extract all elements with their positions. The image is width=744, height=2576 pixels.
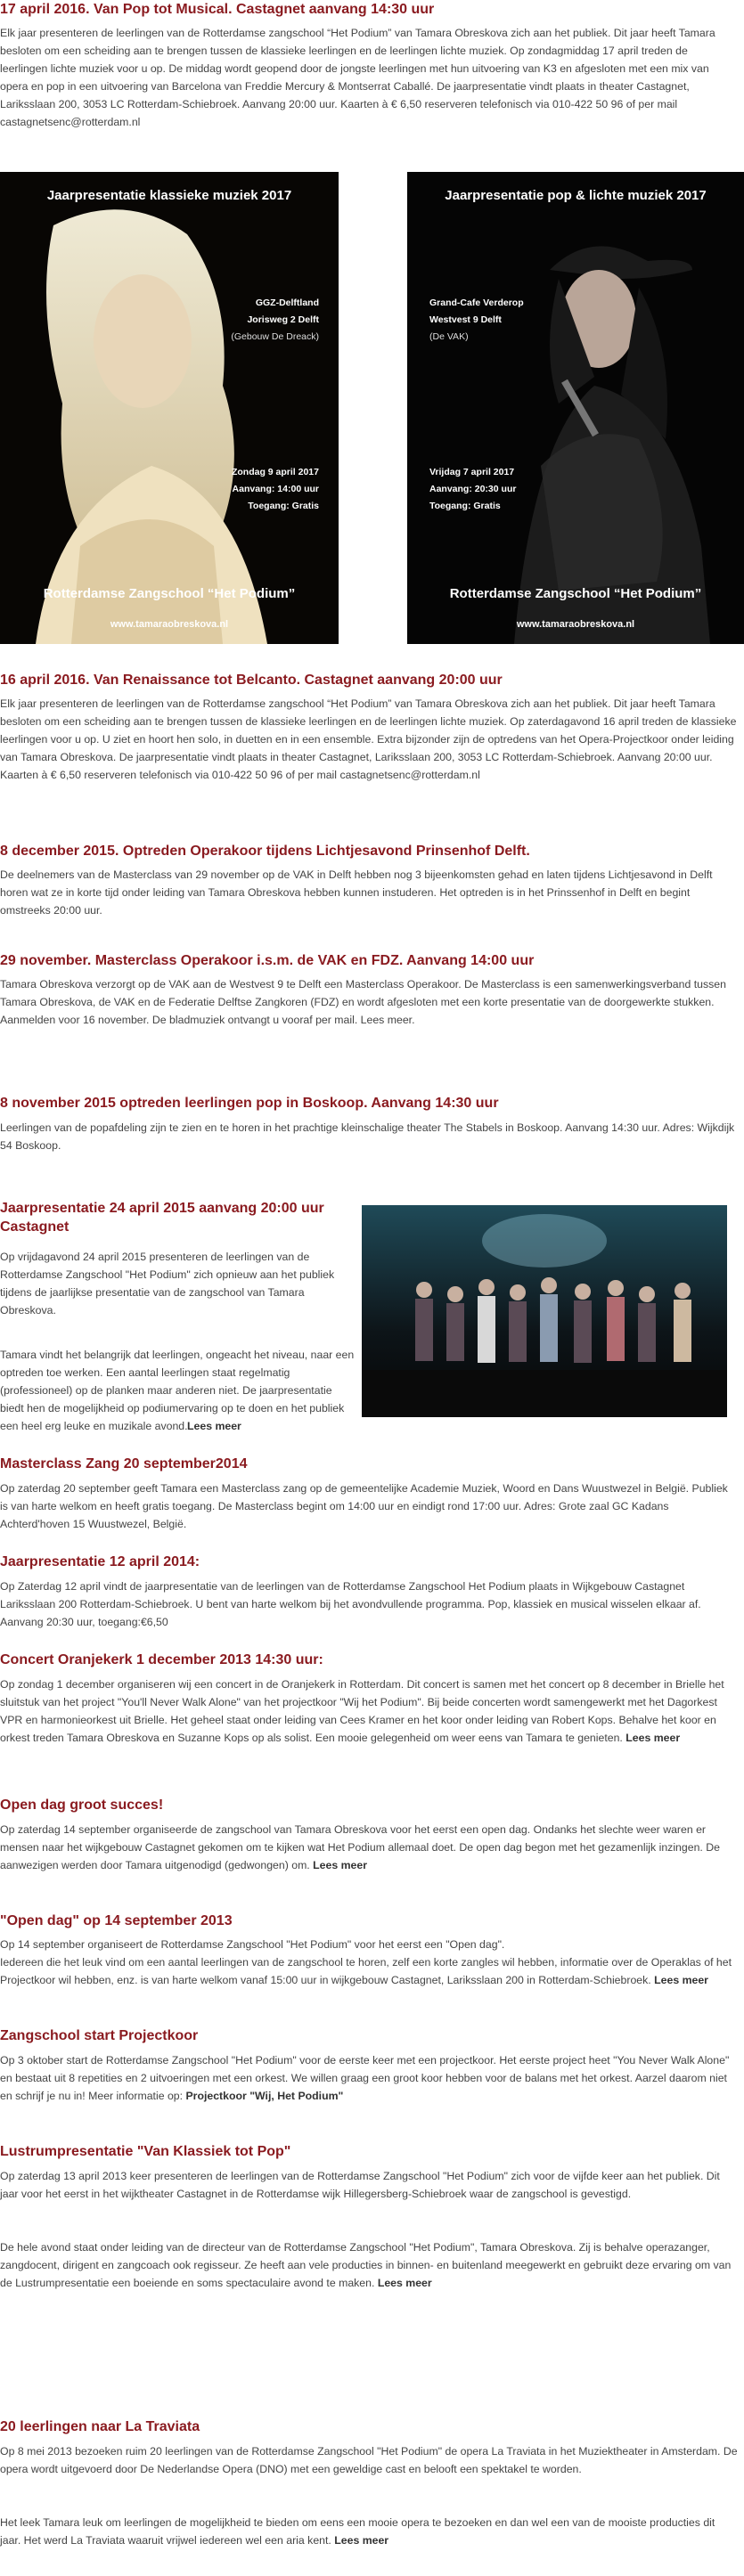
article-body: Op zaterdag 14 september organiseerde de zangschool van Tamara Obreskova voor het eerst een open dag. Ondanks het slechte weer waren er mensen naar het wijkgebouw Castagnet gekomen om te kijken wat Het Podium allemaal doet. De open dag begon met het gezamenlijk inzingen. De aanwezigen werden door Tamara uitgenodigd (gedwongen) om. Lees meer — [0, 1823, 720, 1871]
singer-photo-hat — [407, 172, 744, 644]
poster-classical — [0, 172, 339, 644]
article-body: Op zondag 1 december organiseren wij een concert in de Oranjekerk in Rotterdam. Dit concert is samen met het concert op 8 december in Brielle het sluitstuk van het project "You'll Never Walk Alone" van het projectkoor "Wij het Podium". Bij beide concerten wordt samengewerkt met het Dagorkest VPR en harmonieorkest uit Brielle. Het geheel staat onder leiding van Cees Kramer en het koor onder leiding van Robert Kops. Behalve het koor en orkest treden Tamara Obreskova en Suzanne Kops op als solist. Een mooie gelegenheid om weer eens van Tamara te genieten. Lees meer — [0, 1678, 724, 1744]
article-body: De deelnemers van de Masterclass van 29 november op de VAK in Delft hebben nog 3 bijeenkomsten gehad en laten tijdens Lichtjesavond in Delft horen wat ze in korte tijd onder leiding van Tamara Obreskova hebben kunnen instuderen. Het optreden is in het Prinssenhof in Delft en begint omstreeks 20:00 uur. — [0, 868, 713, 917]
group-performance-photo — [362, 1205, 727, 1417]
article-title: 8 november 2015 optreden leerlingen pop in Boskoop. Aanvang 14:30 uur — [0, 1096, 499, 1111]
read-more-link[interactable]: Lees meer — [334, 2534, 389, 2547]
read-more-link[interactable]: Lees meer — [313, 1859, 367, 1871]
poster-title: Jaarpresentatie pop & lichte muziek 2017 — [445, 188, 707, 203]
poster-school: Rotterdamse Zangschool “Het Podium” — [449, 586, 702, 601]
article-title: 20 leerlingen naar La Traviata — [0, 2419, 200, 2434]
article-title: Zangschool start Projectkoor — [0, 2028, 199, 2043]
singer-photo-blonde — [0, 172, 339, 644]
article-body: Elk jaar presenteren de leerlingen van de Rotterdamse zangschool “Het Podium” van Tamara Obreskova zich aan het publiek. Dit jaar heeft Tamara besloten om een scheiding aan te brengen tussen de klassieke leerlingen en de leerlingen lichte muziek. Op zondagmiddag 17 april treden de leerlingen lichte muziek voor u op. De middag wordt geopend door de jongste leerlingen met hun uitvoering van K3 en afgesloten met een mix van opera en pop in een uitvoering van Barcelona van Freddie Mercury & Montserrat Caballé. De jaarpresentatie vindt plaats in theater Castagnet, Lariksslaan 200, 3053 LC Rotterdam-Schiebroek. Aanvang 20:00 uur. Kaarten à € 6,50 reserveren telefonisch via 010-422 50 96 of per mail castagnetsenc@rotterdam.nl — [0, 27, 715, 128]
article-title: 17 april 2016. Van Pop tot Musical. Castagnet aanvang 14:30 uur — [0, 2, 435, 17]
article-title: Concert Oranjekerk 1 december 2013 14:30 uur: — [0, 1652, 323, 1667]
poster-url[interactable]: www.tamaraobreskova.nl — [110, 619, 229, 630]
article-title: 8 december 2015. Optreden Operakoor tijdens Lichtjesavond Prinsenhof Delft. — [0, 844, 530, 859]
poster-venue: GGZ-Delftland Jorisweg 2 Delft (Gebouw De Dreack) — [231, 298, 319, 342]
article-title: "Open dag" op 14 september 2013 — [0, 1913, 233, 1928]
article-body: Tamara Obreskova verzorgt op de VAK aan de Westvest 9 te Delft een Masterclass Operakoor. De Masterclass is een samenwerkingsverband tussen Tamara Obreskova, de VAK en de Federatie Delftse Zangkoren (FDZ) en wordt afgesloten met een korte presentatie van de doorgewerkte stukken. Aanmelden voor 16 november. De bladmuziek ontvangt u vooraf per mail. Lees meer. — [0, 978, 726, 1026]
article-title: Jaarpresentatie 12 april 2014: — [0, 1554, 200, 1569]
article-body: Iedereen die het leuk vind om een aantal leerlingen van de zangschool te horen, zelf een korte zangles wil hebben, informatie over de Operaklas of het Projectkoor wil hebben, enz. is van harte welkom vanaf 15:00 uur in wijkgebouw Castagnet, Lariksslaan 200 in Rotterdam-Schiebroek. Lees meer — [0, 1956, 732, 1986]
article-body: Op 3 oktober start de Rotterdamse Zangschool "Het Podium" voor de eerste keer met een projectkoor. Het eerste project heet "You Never Walk Alone" en bestaat uit 8 repetities en 2 uitvoeringen met een orkest. We willen graag een groot koor hebben voor de balans met het orkest. Aarzel daarom niet en schrijf je nu in! Meer informatie op: Projectkoor "Wij, Het Podium" — [0, 2054, 730, 2102]
poster-pop — [407, 172, 744, 644]
article-body: Op zaterdag 20 september geeft Tamara een Masterclass zang op de gemeentelijke Academie Muziek, Woord en Dans Wuustwezel in België. Publiek is van harte welkom en heeft gratis toegang. De Masterclass begint om 14:00 uur en eindigt rond 17:00 uur. Adres: Grote zaal GC Kadans Achterd'hoven 15 Wuustwezel, België. — [0, 1482, 728, 1530]
read-more-link[interactable]: Lees meer — [654, 1974, 708, 1986]
poster-time: Zondag 9 april 2017 Aanvang: 14:00 uur Toegang: Gratis — [231, 467, 319, 511]
article-title: Masterclass Zang 20 september2014 — [0, 1456, 248, 1471]
article-title: 29 november. Masterclass Operakoor i.s.m. de VAK en FDZ. Aanvang 14:00 uur — [0, 953, 535, 968]
article-body: Op Zaterdag 12 april vindt de jaarpresentatie van de leerlingen van de Rotterdamse Zangschool Het Podium plaats in Wijkgebouw Castagnet Lariksslaan 200 Rotterdam-Schiebroek. U bent van harte welkom bij het avondvullende programma. Pop, klassiek en musical wisselen elkaar af. Aanvang 20:30 uur, toegang:€6,50 — [0, 1580, 701, 1628]
article-title: 16 april 2016. Van Renaissance tot Belcanto. Castagnet aanvang 20:00 uur — [0, 673, 503, 688]
poster-title: Jaarpresentatie klassieke muziek 2017 — [46, 188, 292, 203]
article-body: Op zaterdag 13 april 2013 keer presenteren de leerlingen van de Rotterdamse Zangschool "Het Podium" zich voor de vijfde keer aan het publiek. Dit jaar voor het eerst in het wijktheater Castagnet in de Rotterdamse wijk Hillegersberg-Schiebroek waar de zangschool is gevestigd. — [0, 2170, 720, 2200]
article-body: Het leek Tamara leuk om leerlingen de mogelijkheid te bieden om eens een mooie opera te bezoeken en dan wel een van de mooiste producties dit jaar. Het werd La Traviata waaruit vrijwel iedereen wel een aria kent. Lees meer — [0, 2516, 715, 2547]
poster-school: Rotterdamse Zangschool “Het Podium” — [43, 586, 296, 601]
poster-time: Vrijdag 7 april 2017 Aanvang: 20:30 uur Toegang: Gratis — [429, 467, 517, 511]
article-body: Op 14 september organiseert de Rotterdamse Zangschool "Het Podium" voor het eerst een "Open dag". — [0, 1938, 505, 1951]
projectkoor-link[interactable]: Projectkoor "Wij, Het Podium" — [185, 2090, 344, 2102]
article-body: De hele avond staat onder leiding van de directeur van de Rotterdamse Zangschool "Het Podium", Tamara Obreskova. Zij is behalve operazanger, zangdocent, dirigent en zangcoach ook regisseur. Ze heeft aan vele producties in binnen- en buitenland meegewerkt en gebruikt deze ervaring om van de Lustrumpresentatie een boeiende en soms spectaculaire avond te maken. Lees meer — [0, 2241, 732, 2289]
article-title: Open dag groot succes! — [0, 1797, 164, 1813]
read-more-link[interactable]: Lees meer — [187, 1420, 241, 1432]
article-body: Tamara vindt het belangrijk dat leerlingen, ongeacht het niveau, naar een optreden toe werken. Een aantal leerlingen staat regelmatig (professioneel) op de planken maar anderen niet. De jaarpresentatie biedt hen de mogelijkheid op podiumervaring op te doen en het publiek een heel erg leuke en muzikale avond. — [0, 1349, 355, 1432]
article-body: Elk jaar presenteren de leerlingen van de Rotterdamse zangschool “Het Podium” van Tamara Obreskova zich aan het publiek. Dit jaar heeft Tamara besloten om een scheiding aan te brengen tussen de klassieke leerlingen en de leerlingen lichte muziek. Op zaterdagavond 16 april treden de klassieke leerlingen voor u op. U ziet en hoort hen solo, in duetten en in een ensemble. Extra bijzonder zijn de optredens van het Opera-Projectkoor onder leiding van Tamara Obreskova. De jaarpresentatie vindt plaats in theater Castagnet, Lariksslaan 200, 3053 LC Rotterdam-Schiebroek. Aanvang 20:00 uur. Kaarten à € 6,50 reserveren telefonisch via 010-422 50 96 of per mail castagnetsenc@rotterdam.nl — [0, 697, 737, 781]
poster-url[interactable]: www.tamaraobreskova.nl — [516, 619, 635, 630]
article-title: Lustrumpresentatie "Van Klassiek tot Pop" — [0, 2144, 291, 2159]
article-body: Op 8 mei 2013 bezoeken ruim 20 leerlingen van de Rotterdamse Zangschool "Het Podium" de opera La Traviata in het Muziektheater in Amsterdam. De opera wordt uitgevoerd door De Nederlandse Opera (DNO) met een geweldige cast en belooft een spektakel te worden. — [0, 2445, 738, 2475]
article-body: Op vrijdagavond 24 april 2015 presenteren de leerlingen van de Rotterdamse Zangschool "Het Podium" zich opnieuw aan het publiek tijdens de jaarlijkse presentatie van de zangschool van Tamara Obreskova. — [0, 1251, 335, 1317]
article-title: Jaarpresentatie 24 april 2015 aanvang 20:00 uur Castagnet — [0, 1201, 324, 1235]
read-more-link[interactable]: Lees meer — [377, 2277, 432, 2289]
read-more-link[interactable]: Lees meer — [625, 1732, 681, 1744]
article-body: Leerlingen van de popafdeling zijn te zien en te horen in het prachtige kleinschalige theater The Stabels in Boskoop. Aanvang 14:30 uur. Adres: Wijkdijk 54 Boskoop. — [0, 1121, 735, 1152]
poster-venue: Grand-Cafe Verderop Westvest 9 Delft (De VAK) — [429, 298, 524, 342]
